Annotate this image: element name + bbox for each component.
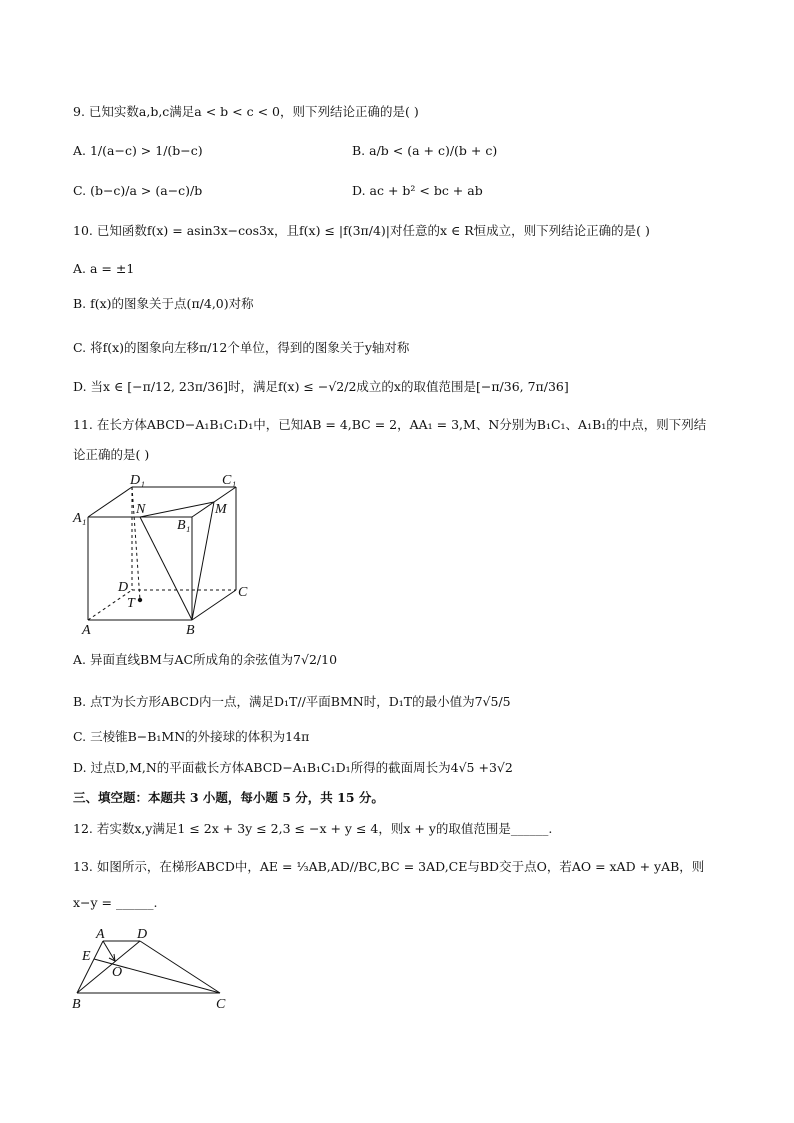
- q10-option-c: C. 将f(x)的图象向左移π/12个单位，得到的图象关于y轴对称: [73, 340, 410, 355]
- trap-label-c: C: [216, 997, 226, 1012]
- q10-stem: 10. 已知函数f(x) = asin3x−cos3x，且f(x) ≤ |f(3π/4)|对任意的x ∈ R恒成立，则下列结论正确的是( ): [73, 223, 650, 238]
- q13-stem-line2: x−y = ______.: [73, 895, 158, 910]
- label-n: N: [136, 502, 146, 517]
- q9-option-d: D. ac + b² < bc + ab: [352, 183, 483, 198]
- q11-option-c: C. 三棱锥B−B₁MN的外接球的体积为14π: [73, 729, 310, 744]
- section-3-heading: 三、填空题：本题共 3 小题，每小题 5 分，共 15 分。: [73, 790, 384, 805]
- label-b1: B₁: [177, 518, 191, 533]
- q9-option-b: B. a/b < (a + c)/(b + c): [352, 143, 498, 158]
- q10-option-a: A. a = ±1: [73, 261, 135, 276]
- label-d1: D₁: [130, 473, 145, 488]
- q13-stem-line1: 13. 如图所示，在梯形ABCD中，AE = ⅓AB,AD//BC,BC = 3AD,CE与BD交于点O，若AO = xAD + yAB，则: [73, 859, 705, 874]
- label-m: M: [215, 502, 227, 517]
- q11-stem-line2: 论正确的是( ): [73, 447, 150, 462]
- trapezoid-figure: [70, 925, 240, 1015]
- q10-option-d: D. 当x ∈ [−π/12, 23π/36]时，满足f(x) ≤ −√2/2成立的x的取值范围是[−π/36, 7π/36]: [73, 379, 569, 394]
- q10-option-b: B. f(x)的图象关于点(π/4,0)对称: [73, 296, 254, 311]
- label-a: A: [82, 623, 91, 638]
- trap-label-b: B: [72, 997, 81, 1012]
- q9-stem: 9. 已知实数a,b,c满足a < b < c < 0，则下列结论正确的是( ): [73, 104, 419, 119]
- label-b: B: [186, 623, 195, 638]
- trap-label-o: O: [112, 965, 123, 980]
- cuboid-figure: [70, 468, 260, 640]
- q9-option-a: A. 1/(a−c) > 1/(b−c): [73, 143, 203, 158]
- label-a1: A₁: [73, 511, 87, 526]
- q12-stem: 12. 若实数x,y满足1 ≤ 2x + 3y ≤ 2,3 ≤ −x + y ≤ 4，则x + y的取值范围是______.: [73, 821, 553, 836]
- point-t-dot: [138, 598, 142, 602]
- label-d: D: [118, 580, 129, 595]
- label-c: C: [238, 585, 248, 600]
- q11-option-b: B. 点T为长方形ABCD内一点，满足D₁T//平面BMN时，D₁T的最小值为7√5/5: [73, 694, 511, 709]
- q11-stem-line1: 11. 在长方体ABCD−A₁B₁C₁D₁中，已知AB = 4,BC = 2，AA₁ = 3,M、N分别为B₁C₁、A₁B₁的中点，则下列结: [73, 417, 707, 432]
- trap-label-e: E: [82, 949, 91, 964]
- label-c1: C₁: [222, 473, 237, 488]
- q9-option-c: C. (b−c)/a > (a−c)/b: [73, 183, 203, 198]
- q11-option-d: D. 过点D,M,N的平面截长方体ABCD−A₁B₁C₁D₁所得的截面周长为4√5 +3√2: [73, 760, 513, 775]
- trap-label-a: A: [96, 927, 105, 942]
- trap-label-d: D: [137, 927, 148, 942]
- q11-option-a: A. 异面直线BM与AC所成角的余弦值为7√2/10: [73, 652, 338, 667]
- label-t: T: [127, 596, 135, 611]
